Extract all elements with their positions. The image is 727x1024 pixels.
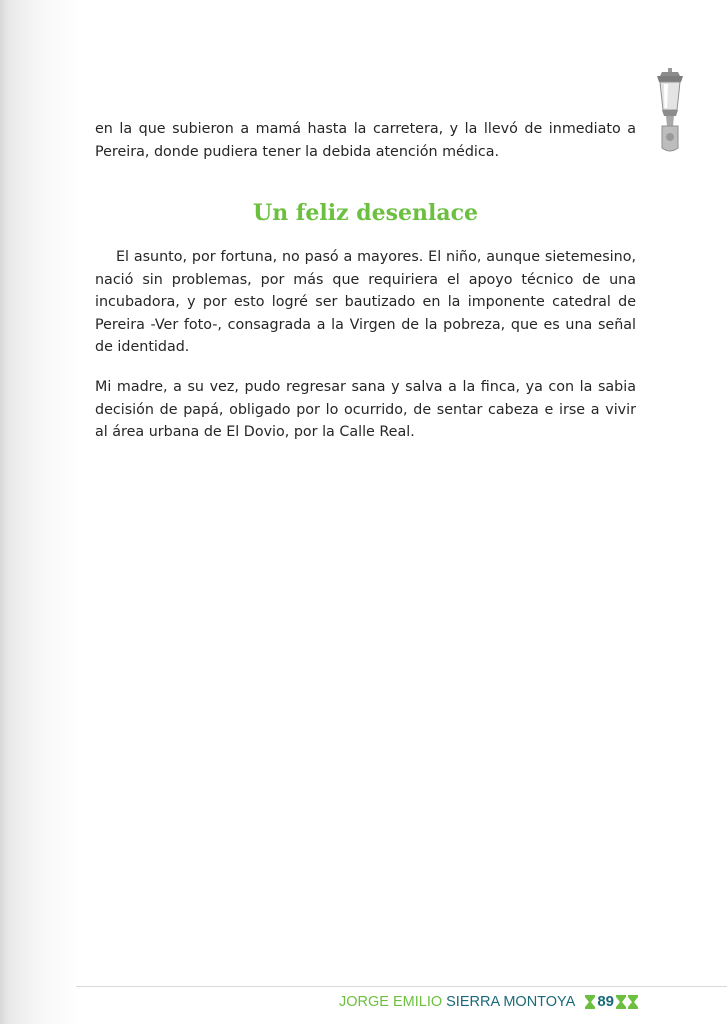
author-first-name: JORGE EMILIO [339, 994, 443, 1010]
hourglass-icon [628, 995, 638, 1009]
paragraph-body: Mi madre, a su vez, pudo regresar sana y salva a la finca, ya con la sabia decisión de papá, obligado por lo ocurrido, de sentar cabeza e irse a vivir al área urbana de El Dovio, por la Calle Real. [95, 379, 636, 440]
footer-divider [76, 986, 727, 987]
page-footer [339, 992, 638, 1012]
author-last-name: SIERRA MONTOYA [446, 994, 576, 1010]
hourglass-icon [585, 995, 595, 1009]
section-heading: Un feliz desenlace [253, 200, 478, 226]
hourglass-icon [616, 995, 626, 1009]
page-number: 89 [597, 993, 615, 1010]
page-gutter-shadow [0, 0, 80, 1024]
street-lamp-icon [652, 66, 688, 154]
paragraph-body: El asunto, por fortuna, no pasó a mayores. El niño, aunque sietemesino, nació sin problemas, por más que requiriera el apoyo técnico de una incubadora, y por esto logré ser bautizado en la imponente catedral de Pereira -Ver foto-, consagrada a la Virgen de la pobreza, que es una señal de identidad. [95, 249, 636, 355]
paragraph-continuation: en la que subieron a mamá hasta la carretera, y la llevó de inmediato a Pereira, donde pudiera tener la debida atención médica. [95, 121, 636, 160]
